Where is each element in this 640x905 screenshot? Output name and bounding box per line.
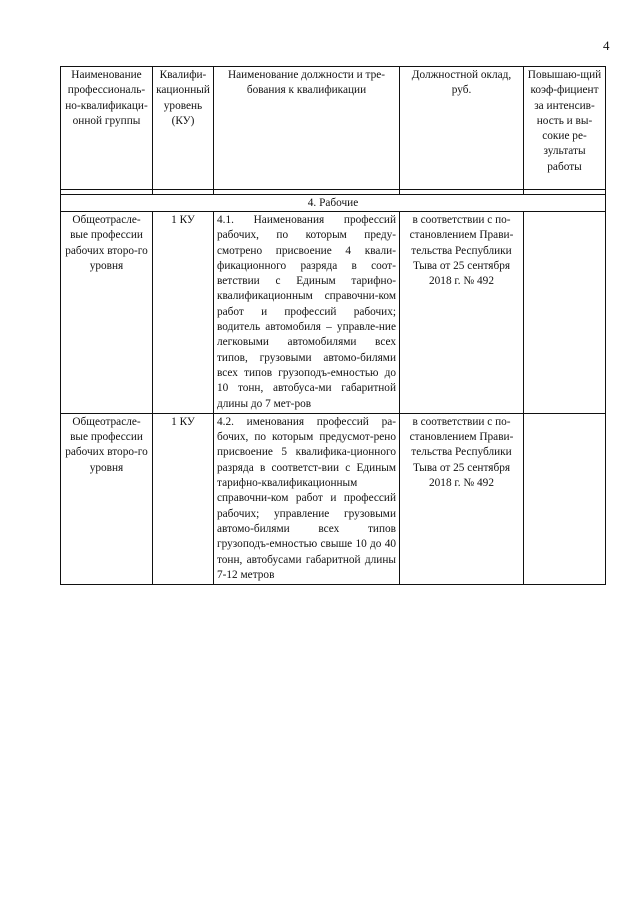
- header-description: Наименование должности и тре-бования к квалификации: [214, 67, 400, 190]
- header-group: Наименование профессиональ-но-квалификаци-онной группы: [61, 67, 153, 190]
- header-coefficient: Повышаю-щий коэф-фициент за интенсив-ность и вы-сокие ре-зультаты работы: [524, 67, 606, 190]
- page-number: 4: [603, 38, 610, 53]
- header-salary: Должностной оклад, руб.: [400, 67, 524, 190]
- section-row: [61, 195, 606, 212]
- table-row: [61, 413, 606, 584]
- header-level: Квалифи-кационный уровень (КУ): [153, 67, 214, 190]
- cell-group: Общеотрасле-вые профессии рабочих второ-го уровня: [61, 212, 153, 414]
- qualification-table: [60, 66, 606, 585]
- cell-salary: в соответствии с по-становлением Прави-тельства Республики Тыва от 25 сентября 2018 г. № 492: [400, 212, 524, 414]
- section-title: 4. Рабочие: [61, 195, 606, 212]
- table-row: [61, 212, 606, 414]
- cell-description: 4.2. именования профессий ра-бочих, по которым предусмот-рено присвоение 5 квалифика-ционного разряда в соответст-вии с Единым тарифно-квалификационным справочни-ком работ и профессий рабочих; управление грузовыми автомо-билями всех типов грузоподъ-емностью свыше 10 до 40 тонн, автобусами габаритной длины 7-12 метров: [214, 413, 400, 584]
- cell-group: Общеотрасле-вые профессии рабочих второ-го уровня: [61, 413, 153, 584]
- cell-description: 4.1. Наименования профессий рабочих, по которым преду-смотрено присвоение 4 квали-фикационного разряда в соот-ветствии с Единым тарифно-квалификационным справочни-ком работ и профессий рабочих; водитель автомобиля – управле-ние легковыми автомобилями всех типов, грузовыми автомо-билями всех типов грузоподъ-емностью до 10 тонн, автобуса-ми габаритной длины до 7 мет-ров: [214, 212, 400, 414]
- cell-salary: в соответствии с по-становлением Прави-тельства Республики Тыва от 25 сентября 2018 г. № 492: [400, 413, 524, 584]
- cell-coefficient: [524, 212, 606, 414]
- cell-level: 1 КУ: [153, 413, 214, 584]
- cell-coefficient: [524, 413, 606, 584]
- cell-level: 1 КУ: [153, 212, 214, 414]
- table-header-row: [61, 67, 606, 190]
